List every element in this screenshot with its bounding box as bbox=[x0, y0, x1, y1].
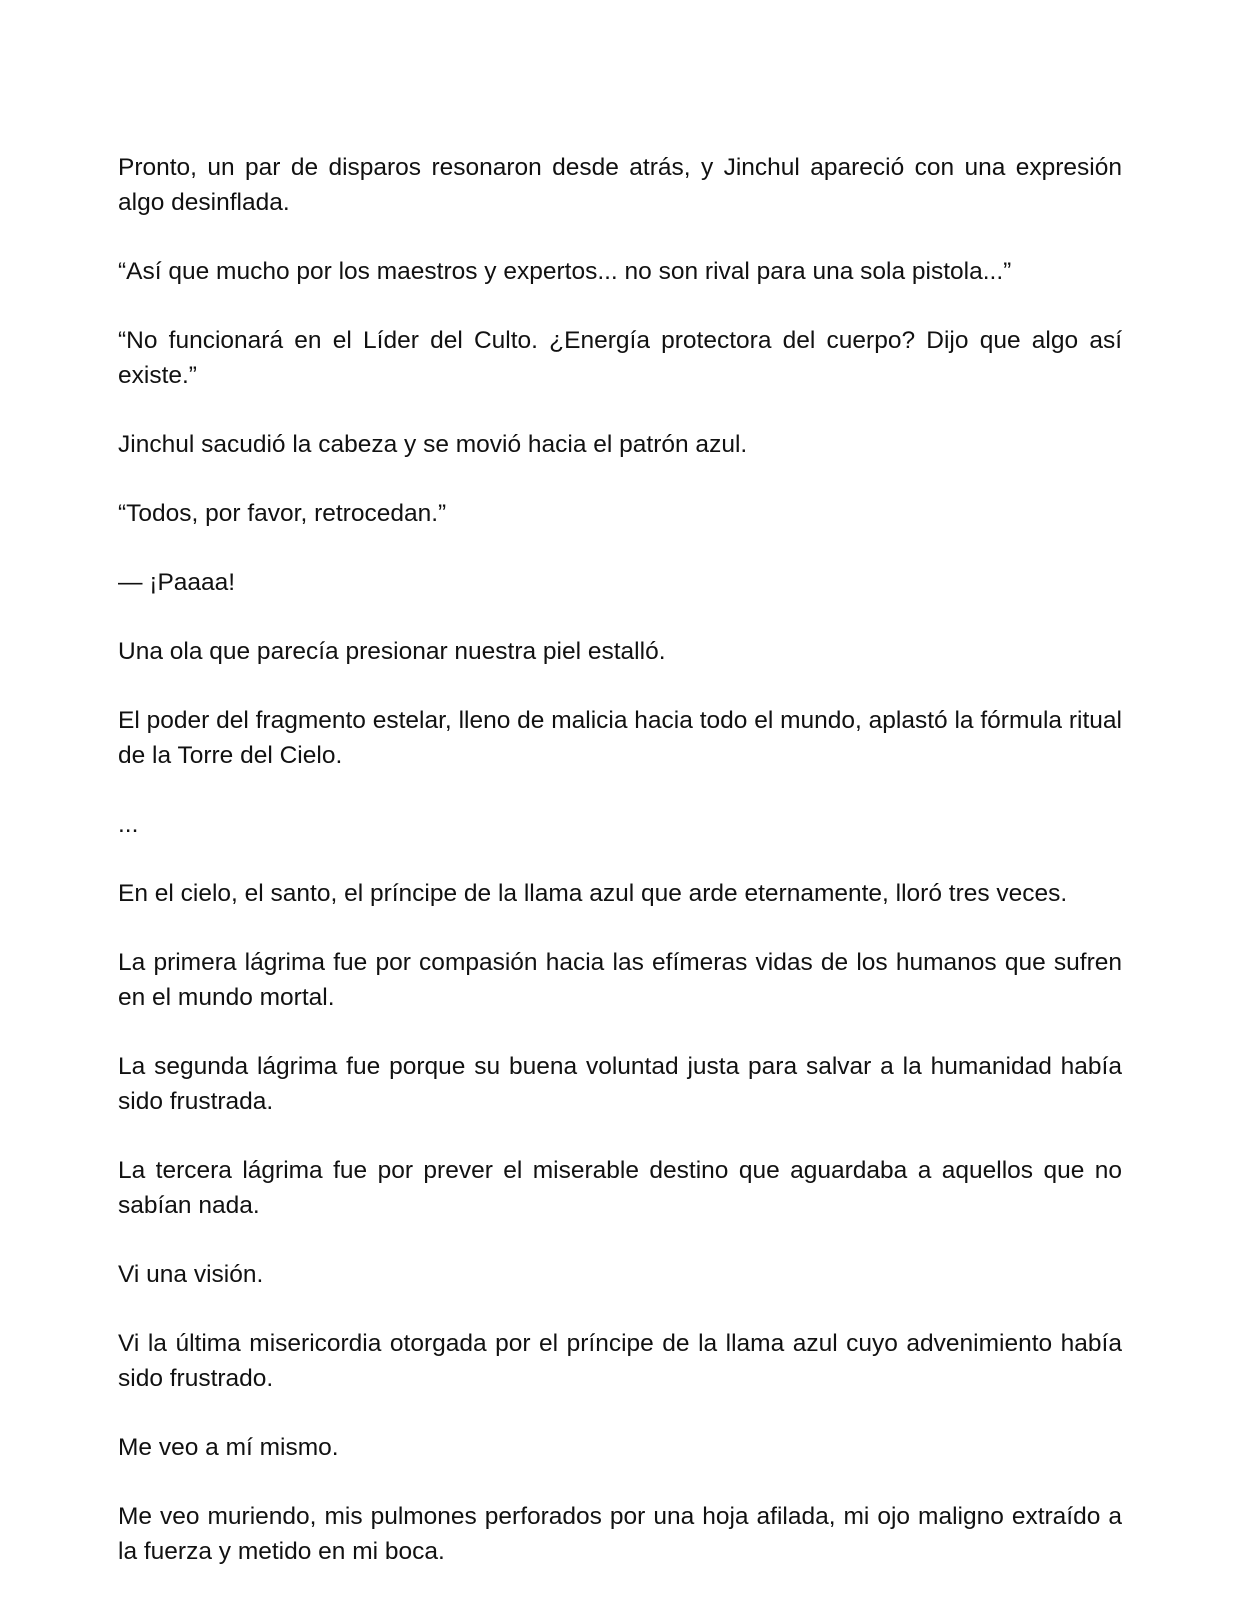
document-page bbox=[118, 150, 1122, 1569]
paragraph-3: “No funcionará en el Líder del Culto. ¿Energía protectora del cuerpo? Dijo que algo así existe.” bbox=[118, 327, 1122, 389]
paragraph-4: Jinchul sacudió la cabeza y se movió hacia el patrón azul. bbox=[118, 431, 748, 458]
paragraph-17: Me veo muriendo, mis pulmones perforados por una hoja afilada, mi ojo maligno extraído a la fuerza y metido en mi boca. bbox=[118, 1503, 1122, 1565]
paragraph-1: Pronto, un par de disparos resonaron desde atrás, y Jinchul apareció con una expresión algo desinflada. bbox=[118, 154, 1122, 216]
paragraph-7: Una ola que parecía presionar nuestra piel estalló. bbox=[118, 638, 666, 665]
paragraph-9-ellipsis: ... bbox=[118, 811, 139, 838]
paragraph-6: — ¡Paaaa! bbox=[118, 569, 236, 596]
paragraph-16: Me veo a mí mismo. bbox=[118, 1434, 339, 1461]
paragraph-13: La tercera lágrima fue por prever el miserable destino que aguardaba a aquellos que no sabían nada. bbox=[118, 1157, 1122, 1219]
paragraph-10: En el cielo, el santo, el príncipe de la llama azul que arde eternamente, lloró tres veces. bbox=[118, 880, 1068, 907]
paragraph-14: Vi una visión. bbox=[118, 1261, 264, 1288]
paragraph-5: “Todos, por favor, retrocedan.” bbox=[118, 500, 447, 527]
paragraph-11: La primera lágrima fue por compasión hacia las efímeras vidas de los humanos que sufren en el mundo mortal. bbox=[118, 949, 1122, 1011]
paragraph-12: La segunda lágrima fue porque su buena voluntad justa para salvar a la humanidad había sido frustrada. bbox=[118, 1053, 1122, 1115]
paragraph-15: Vi la última misericordia otorgada por el príncipe de la llama azul cuyo advenimiento había sido frustrado. bbox=[118, 1330, 1122, 1392]
paragraph-8: El poder del fragmento estelar, lleno de malicia hacia todo el mundo, aplastó la fórmula ritual de la Torre del Cielo. bbox=[118, 707, 1122, 769]
paragraph-2: “Así que mucho por los maestros y expertos... no son rival para una sola pistola...” bbox=[118, 258, 1012, 285]
